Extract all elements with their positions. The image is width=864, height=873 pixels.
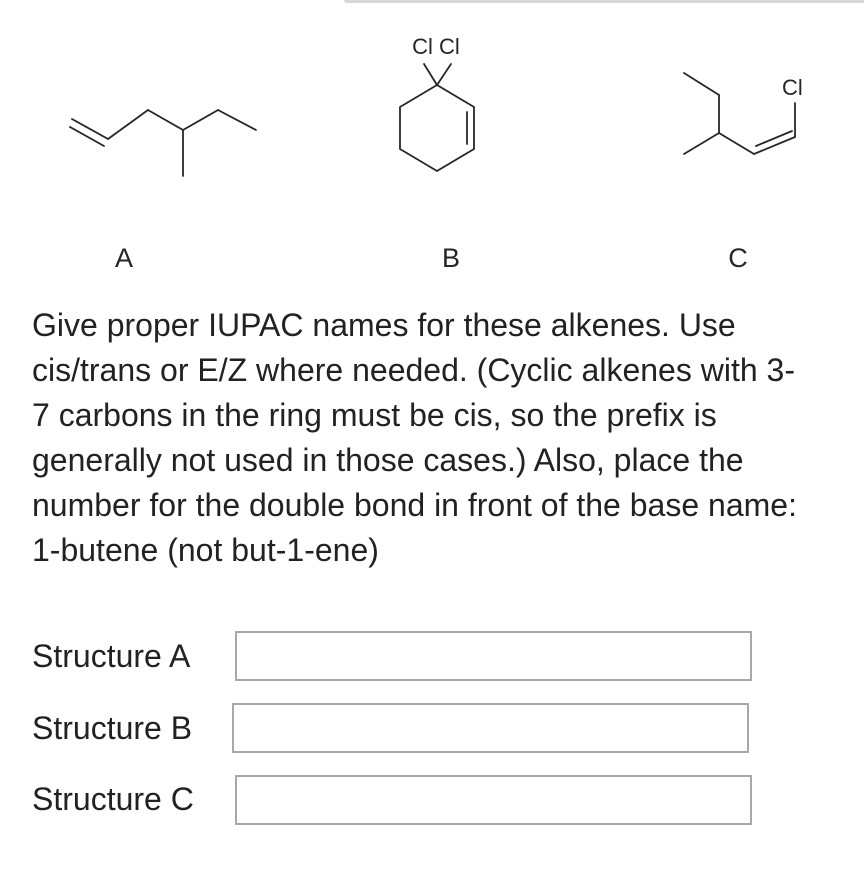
answer-label-a: Structure A: [32, 637, 191, 674]
structure-c-substituent: Cl: [782, 75, 803, 100]
structure-b-label: B: [441, 243, 461, 273]
answer-row-c: [32, 771, 194, 827]
answer-input-c[interactable]: [235, 775, 752, 825]
answer-row-b: [32, 700, 192, 756]
structure-b-substituents: Cl Cl: [412, 34, 460, 59]
answer-input-b[interactable]: [232, 703, 749, 753]
question-instructions: Give proper IUPAC names for these alkenes. Use cis/trans or E/Z where needed. (Cyclic alkenes with 3-7 carbons in the ring must be cis, so the prefix is generally not used in those cases.) Also, place the number for the double bond in front of the base name: 1-butene (not but-1-ene): [32, 307, 797, 568]
structure-a-drawing: [70, 110, 256, 176]
structure-c-drawing: [684, 73, 803, 154]
structure-a-label: A: [114, 243, 134, 273]
answer-label-b: Structure B: [32, 709, 193, 746]
structure-b-drawing: [400, 34, 474, 171]
structure-c-label: C: [728, 243, 748, 273]
structures-figure: [0, 0, 864, 290]
answer-row-a: [32, 628, 190, 684]
answer-input-a[interactable]: [235, 631, 752, 681]
answer-label-c: Structure C: [32, 780, 194, 817]
